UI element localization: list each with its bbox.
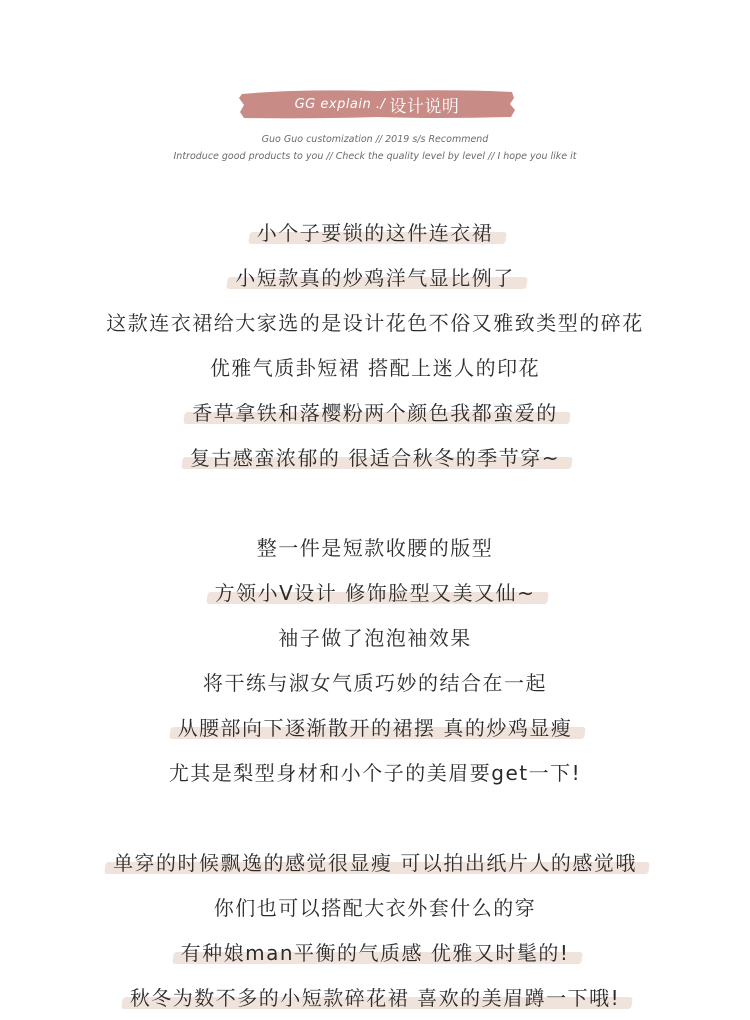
text-line: 小短款真的炒鸡洋气显比例了 (0, 262, 750, 291)
text-line: 秋冬为数不多的小短款碎花裙 喜欢的美眉蹲一下哦! (0, 982, 750, 1011)
text-line: 单穿的时候飘逸的感觉很显瘦 可以拍出纸片人的感觉哦 (0, 847, 750, 876)
text-line: 整一件是短款收腰的版型 (256, 536, 494, 560)
subtitle-line-2: Introduce good products to you // Check the quality level by level // I hope you like it (173, 151, 577, 162)
text-line: 这款连衣裙给大家选的是设计花色不俗又雅致类型的碎花 (106, 311, 644, 335)
text-line: 优雅气质卦短裙 搭配上迷人的印花 (209, 356, 541, 380)
text-line: 从腰部向下逐渐散开的裙摆 真的炒鸡显瘦 (0, 712, 750, 741)
badge-chinese-label: 设计说明 (389, 96, 460, 117)
badge-english-label: GG explain ./ (294, 96, 386, 112)
text-line: 方领小V设计 修饰脸型又美又仙~ (0, 577, 750, 606)
text-line: 尤其是梨型身材和小个子的美眉要get一下! (168, 761, 582, 785)
text-line: 香草拿铁和落樱粉两个颜色我都蛮爱的 (0, 397, 750, 426)
text-line: 有种娘man平衡的气质感 优雅又时髦的! (0, 937, 750, 966)
text-line: 袖子做了泡泡袖效果 (278, 626, 472, 650)
header-badge (238, 88, 516, 120)
text-line: 复古感蛮浓郁的 很适合秋冬的季节穿~ (0, 442, 750, 471)
text-line: 小个子要锁的这件连衣裙 (0, 217, 750, 246)
text-line: 将干练与淑女气质巧妙的结合在一起 (203, 671, 547, 695)
text-line: 你们也可以搭配大衣外套什么的穿 (213, 896, 537, 920)
subtitle-line-1: Guo Guo customization // 2019 s/s Recommend (261, 134, 489, 145)
